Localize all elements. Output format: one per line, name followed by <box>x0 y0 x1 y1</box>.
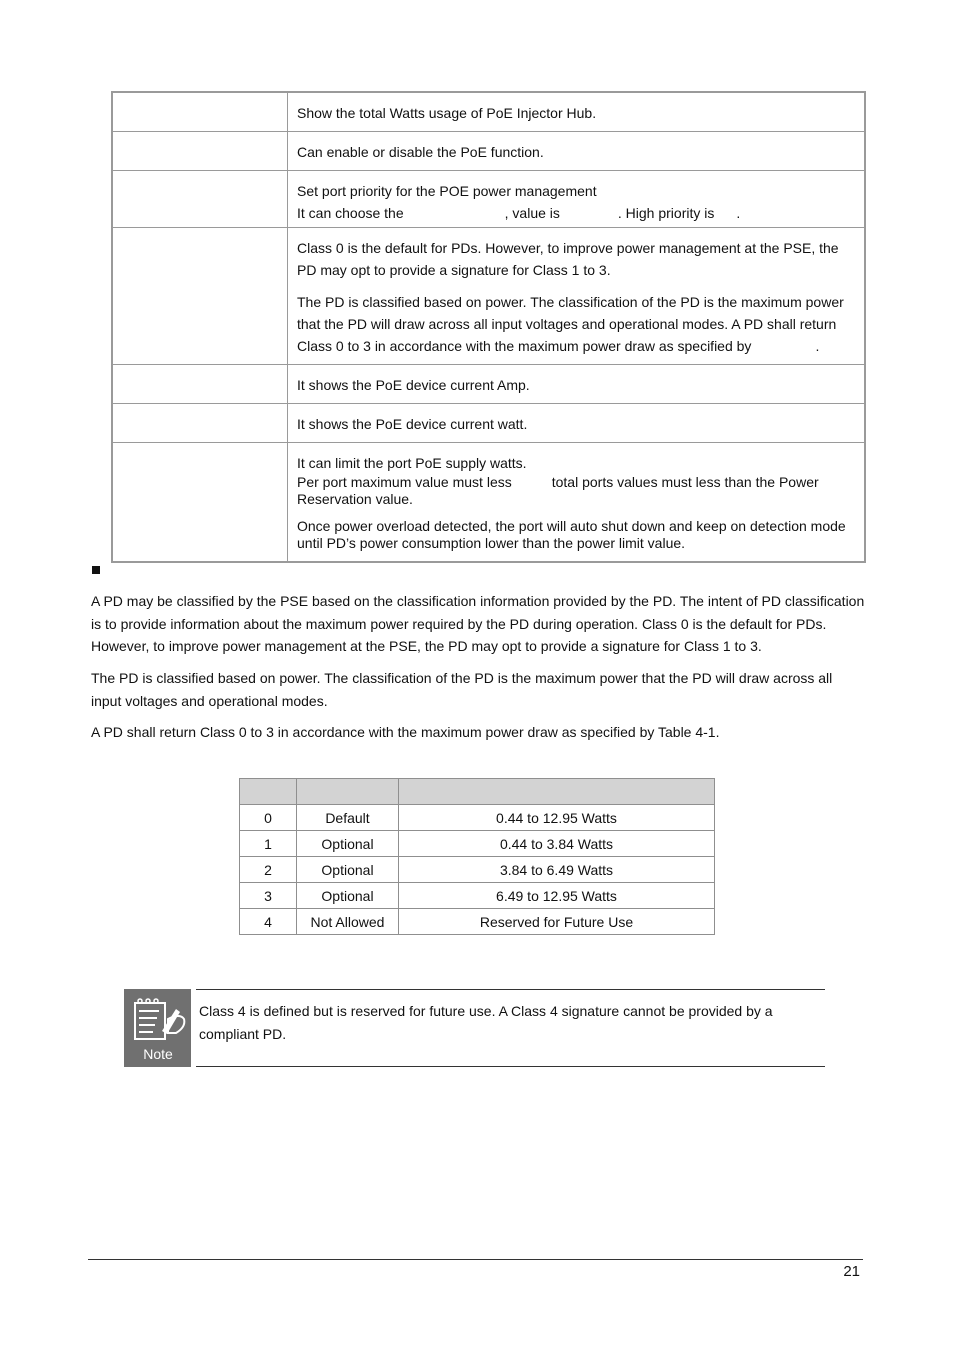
parameter-label-cell <box>112 171 288 228</box>
text-fragment: , value is <box>504 205 560 221</box>
note-pencil-icon <box>124 989 191 1067</box>
note-icon <box>124 989 191 1067</box>
power-range-cell: Reserved for Future Use <box>399 909 715 935</box>
table-row <box>240 909 715 935</box>
parameter-description-cell <box>288 404 866 443</box>
parameter-description-cell <box>288 132 866 171</box>
class-cell: 1 <box>240 831 297 857</box>
description-text: Can enable or disable the PoE function. <box>297 144 544 160</box>
description-text: Class 0 is the default for PDs. However, to improve power management at the PSE, the PD may opt to provide a signature for Class 1 to 3. <box>297 240 839 278</box>
text-fragment: It can choose the <box>297 205 404 221</box>
text-fragment: Per port maximum value must less <box>297 474 512 490</box>
description-text: Set port priority for the POE power management <box>297 183 597 199</box>
description-text: Show the total Watts usage of PoE Injector Hub. <box>297 105 597 121</box>
usage-cell: Default <box>297 805 399 831</box>
description-text: Once power overload detected, the port will auto shut down and keep on detection mode until PD’s power consumption lower than the power limit value. <box>297 518 846 551</box>
table-row <box>240 831 715 857</box>
pd-class-table <box>239 778 715 935</box>
note-bottom-divider <box>196 1066 825 1067</box>
table-header-row <box>240 779 715 805</box>
table-row <box>240 857 715 883</box>
usage-cell: Optional <box>297 831 399 857</box>
power-range-cell: 0.44 to 3.84 Watts <box>399 831 715 857</box>
page-number: 21 <box>843 1263 860 1280</box>
class-cell: 4 <box>240 909 297 935</box>
parameter-label-cell <box>112 443 288 562</box>
table-row <box>112 404 865 443</box>
header-cell <box>240 779 297 805</box>
note-text: Class 4 is defined but is reserved for future use. A Class 4 signature cannot be provided by a compliant PD. <box>199 1003 773 1042</box>
section-bullet-icon <box>92 566 100 574</box>
table-row <box>112 228 865 365</box>
class-cell: 2 <box>240 857 297 883</box>
description-text: It shows the PoE device current watt. <box>297 416 528 432</box>
text-fragment: . <box>736 205 741 221</box>
class-cell: 0 <box>240 805 297 831</box>
table-row <box>112 443 865 562</box>
parameter-label-cell <box>112 404 288 443</box>
text-fragment: . High priority is <box>617 205 715 221</box>
table-row <box>112 365 865 404</box>
usage-cell: Optional <box>297 883 399 909</box>
parameter-description-cell <box>288 228 866 365</box>
text-fragment: The PD is classified based on power. The classification of the PD is the maximum power that the PD will draw across all input voltages and operational modes. A PD shall return Class 0 to 3 in accordance with the maximum power draw as specified by <box>297 294 844 354</box>
usage-cell: Not Allowed <box>297 909 399 935</box>
text-fragment: . <box>815 338 820 354</box>
poe-parameter-table <box>111 91 866 563</box>
table-row <box>112 92 865 132</box>
usage-cell: Optional <box>297 857 399 883</box>
description-text-fragmented <box>297 202 860 224</box>
description-text-fragmented <box>297 291 860 357</box>
parameter-description-cell <box>288 365 866 404</box>
footer-divider <box>88 1259 863 1260</box>
table-row <box>112 171 865 228</box>
power-range-cell: 6.49 to 12.95 Watts <box>399 883 715 909</box>
note-icon-label: Note <box>143 1046 173 1062</box>
header-cell <box>399 779 715 805</box>
body-paragraph: A PD shall return Class 0 to 3 in accordance with the maximum power draw as specified by Table 4-1. <box>91 724 720 740</box>
parameter-label-cell <box>112 132 288 171</box>
class-cell: 3 <box>240 883 297 909</box>
body-paragraph: The PD is classified based on power. The classification of the PD is the maximum power that the PD will draw across all input voltages and operational modes. <box>91 670 833 709</box>
note-top-divider <box>196 989 825 990</box>
parameter-label-cell <box>112 228 288 365</box>
table-row <box>240 805 715 831</box>
header-cell <box>297 779 399 805</box>
description-text: It shows the PoE device current Amp. <box>297 377 530 393</box>
power-range-cell: 3.84 to 6.49 Watts <box>399 857 715 883</box>
description-text: It can limit the port PoE supply watts. <box>297 455 527 471</box>
table-row <box>112 132 865 171</box>
parameter-description-cell <box>288 171 866 228</box>
table-row <box>240 883 715 909</box>
description-text-fragmented <box>297 474 860 508</box>
body-paragraph: A PD may be classified by the PSE based on the classification information provided by the PD. The intent of PD classification is to provide information about the maximum power required by the PD during operation. Class 0 is the default for PDs. However, to improve power management at the PSE, the PD may opt to provide a signature for Class 1 to 3. <box>91 593 865 654</box>
power-range-cell: 0.44 to 12.95 Watts <box>399 805 715 831</box>
parameter-label-cell <box>112 365 288 404</box>
text-fragment: total ports values must less than the Power Reservation value. <box>297 474 819 507</box>
parameter-description-cell <box>288 443 866 562</box>
parameter-label-cell <box>112 92 288 132</box>
parameter-description-cell <box>288 92 866 132</box>
